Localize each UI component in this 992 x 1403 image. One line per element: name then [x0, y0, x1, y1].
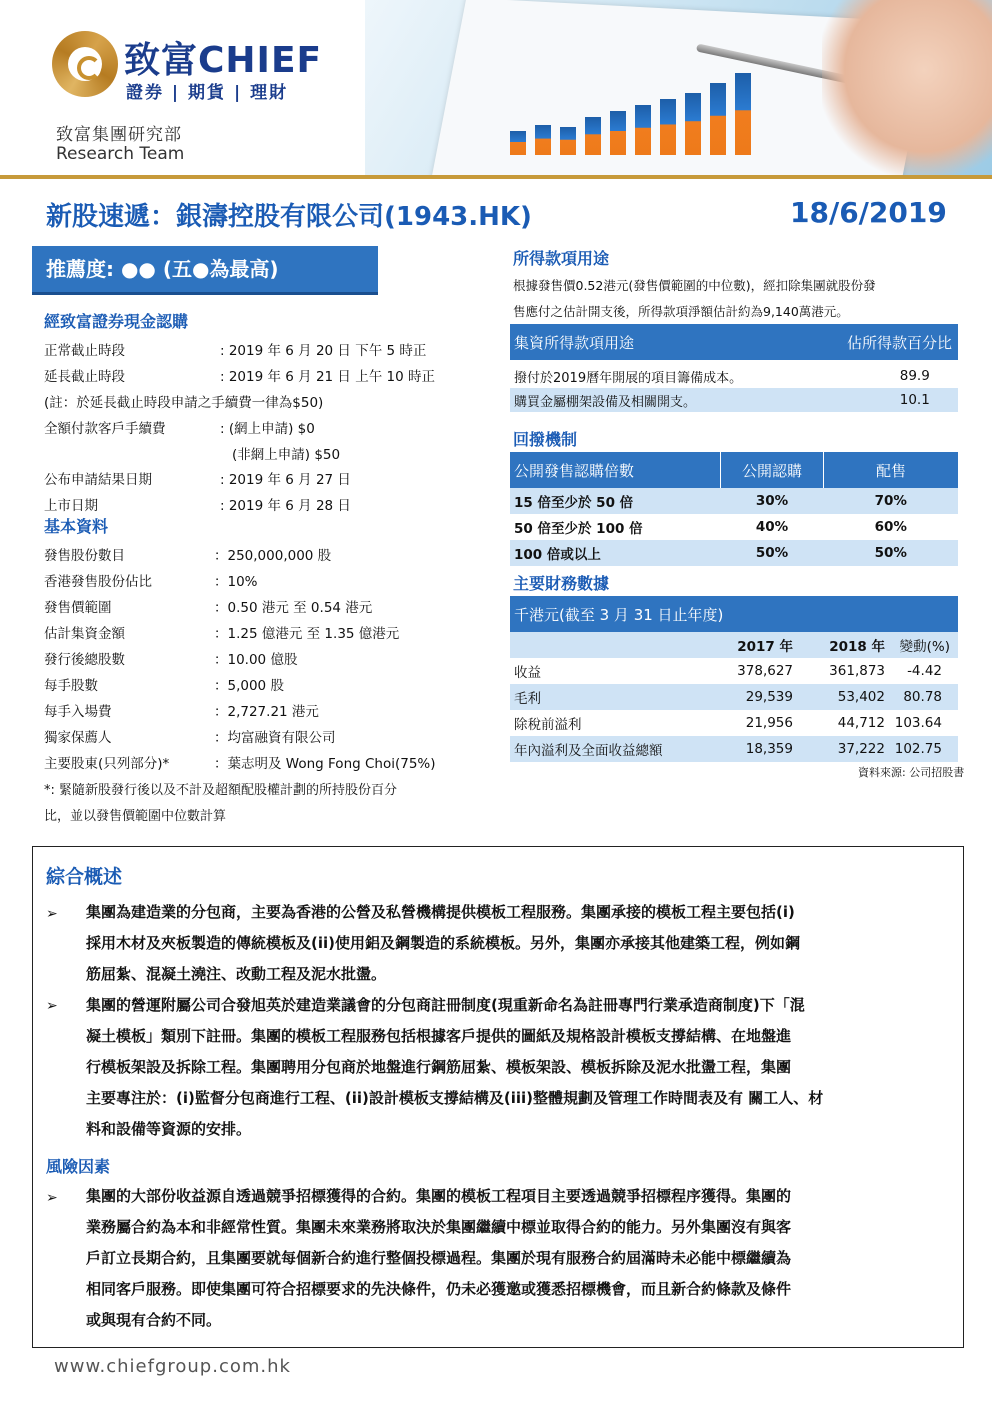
- kv-value: : (網上申請) $0: [220, 421, 315, 437]
- kv-value: ：均富融資有限公司: [214, 730, 336, 746]
- text-line: 戶訂立長期合約，且集團要就每個新合約進行整個投標過程。集團於現有服務合約屆滿時未必能中標繼續為: [86, 1249, 792, 1267]
- banner-bar: [610, 111, 626, 155]
- table-cell: 378,627: [712, 658, 794, 684]
- table-cell: 89.9: [813, 364, 958, 388]
- kv-value: : 2019 年 6 月 27 日: [220, 472, 351, 488]
- kv-key: 發行後總股數: [44, 652, 125, 668]
- text-line: 相同客戶服務。即使集團可符合招標要求的先決條件，仍未必獲邀或獲悉招標機會，而且新合約條款及條件: [86, 1280, 792, 1298]
- table-row: [510, 710, 958, 736]
- kv-value: ：10.00 億股: [214, 652, 298, 668]
- kv-row: [44, 417, 484, 441]
- risk-title: 風險因素: [46, 1157, 111, 1176]
- table-cell: 購買金屬棚架設備及相關開支。: [510, 388, 813, 412]
- table-row: [510, 364, 958, 388]
- table-cell: 40%: [721, 514, 824, 540]
- text-line: 集團的大部份收益源自透過競爭招標獲得的合約。集團的模板工程項目主要透過競爭招標程序獲得。集團的: [86, 1187, 792, 1205]
- rating-box: 推薦度: ●● (五●為最高): [32, 246, 378, 292]
- kv-value: ：1.25 億港元 至 1.35 億港元: [214, 626, 400, 642]
- kv-key: 發售股份數目: [44, 548, 125, 564]
- kv-key: 上市日期: [44, 498, 98, 514]
- financials-table: [510, 596, 958, 762]
- table-header: 集資所得款項用途: [510, 324, 813, 360]
- table-row: [510, 540, 958, 566]
- table-cell: 53,402: [794, 684, 886, 710]
- kv-key: 每手股數: [44, 678, 98, 694]
- text-line: 集團為建造業的分包商，主要為香港的公營及私營機構提供模板工程服務。集團承接的模板工程主要包括(i): [86, 903, 795, 921]
- table-row: [510, 684, 958, 710]
- kv-row: [44, 674, 484, 698]
- kv-row: [44, 544, 484, 568]
- footnote: *: 緊隨新股發行後以及不計及超額配股權計劃的所持股份百分: [44, 783, 398, 798]
- table-row: [510, 736, 958, 762]
- footnote: 比，並以發售價範圍中位數計算: [44, 809, 227, 824]
- rating-box-edge: [32, 292, 378, 295]
- text-line: 行模板架設及拆除工程。集團聘用分包商於地盤進行鋼筋屈紮、模板架設、模板拆除及泥水批盪工程，集團: [86, 1058, 792, 1076]
- report-date: 18/6/2019: [790, 196, 947, 229]
- brand-name: 致富CHIEF: [124, 40, 323, 81]
- text-line: 主要專注於：(i)監督分包商進行工程、(ii)設計模板支撐結構及(iii)整體規劃及管理工作時間表及有 關工人、材: [86, 1089, 824, 1107]
- text-line: 採用木材及夾板製造的傳統模板及(ii)使用鋁及鋼製造的系統模板。另外，集團亦承接其他建築工程，例如鋼: [86, 934, 800, 952]
- text-line: 業務屬合約為本和非經常性質。集團未來業務將取決於集團繼續中標並取得合約的能力。另外集團沒有與客: [86, 1218, 792, 1236]
- kv-value: : 2019 年 6 月 28 日: [220, 498, 351, 514]
- overview-paragraph-1: [86, 897, 952, 990]
- kv-row: [44, 596, 484, 620]
- table-cell: 50%: [721, 540, 824, 566]
- header-divider: [0, 175, 992, 179]
- clawback-title: 回撥機制: [513, 430, 578, 449]
- basic-info-title: 基本資料: [44, 517, 109, 536]
- report-title: 新股速遞：銀濤控股有限公司(1943.HK): [46, 202, 532, 232]
- financials-title: 主要財務數據: [513, 574, 610, 593]
- kv-key: 延長截止時段: [44, 369, 125, 385]
- table-header: 公開認購: [721, 452, 824, 488]
- table-cell: 80.78: [886, 684, 958, 710]
- kv-row: [44, 700, 484, 724]
- dept-name-cn: 致富集團研究部: [56, 125, 182, 145]
- table-header: 公開發售認購倍數: [510, 452, 721, 488]
- table-row: [510, 488, 958, 514]
- risk-paragraph: [86, 1181, 952, 1336]
- bullet-arrow-icon: ➢: [46, 1190, 58, 1206]
- proceeds-text: 售應付之估計開支後，所得款項淨額估計約為9,140萬港元。: [513, 304, 849, 319]
- data-source: 資料來源: 公司招股書: [858, 766, 965, 779]
- table-cell: 30%: [721, 488, 824, 514]
- table-header: 配售: [824, 452, 959, 488]
- kv-row: [44, 494, 484, 518]
- banner-bar: [635, 105, 651, 155]
- table-cell: 102.75: [886, 736, 958, 762]
- table-cell: 2018 年: [794, 632, 886, 658]
- banner-bar: [560, 127, 576, 155]
- banner-bar: [735, 73, 751, 155]
- table-row: [510, 514, 958, 540]
- kv-row: [44, 339, 484, 363]
- kv-row: [44, 752, 484, 776]
- table-cell: 50 倍至少於 100 倍: [510, 514, 721, 540]
- table-header: 千港元(截至 3 月 31 日止年度): [510, 596, 958, 632]
- kv-row: [44, 570, 484, 594]
- table-cell: 37,222: [794, 736, 886, 762]
- clawback-table: [510, 452, 958, 566]
- kv-value: : 2019 年 6 月 20 日 下午 5 時正: [220, 343, 427, 359]
- kv-row: [44, 648, 484, 672]
- kv-row: [44, 365, 484, 389]
- table-cell: 50%: [824, 540, 959, 566]
- kv-key: 主要股東(只列部分)*: [44, 756, 170, 772]
- text-line: 筋屈紮、混凝土澆注、改動工程及泥水批盪。: [86, 965, 387, 983]
- table-cell: 15 倍至少於 50 倍: [510, 488, 721, 514]
- kv-value: ：2,727.21 港元: [214, 704, 319, 720]
- kv-key: 全額付款客戶手續費: [44, 421, 166, 437]
- table-cell: 收益: [510, 658, 712, 684]
- kv-key: 正常截止時段: [44, 343, 125, 359]
- kv-value: ：0.50 港元 至 0.54 港元: [214, 600, 373, 616]
- table-cell: 18,359: [712, 736, 794, 762]
- fee-note: (註：於延長截止時段申請之手續費一律為$50): [44, 395, 324, 411]
- table-cell: 29,539: [712, 684, 794, 710]
- table-cell: 361,873: [794, 658, 886, 684]
- table-cell: 70%: [824, 488, 959, 514]
- proceeds-table: [510, 324, 958, 412]
- kv-row: [44, 622, 484, 646]
- table-row: [510, 388, 958, 412]
- banner-bar: [685, 93, 701, 155]
- banner-bar: [585, 117, 601, 155]
- table-row: [510, 632, 958, 658]
- table-cell: 年內溢利及全面收益總額: [510, 736, 712, 762]
- kv-row: [44, 726, 484, 750]
- kv-key: 香港發售股份佔比: [44, 574, 152, 590]
- banner-bar: [660, 99, 676, 155]
- kv-key: 公布申請結果日期: [44, 472, 152, 488]
- banner-bar: [535, 125, 551, 155]
- table-cell: 44,712: [794, 710, 886, 736]
- table-cell: 毛利: [510, 684, 712, 710]
- banner-bar: [710, 83, 726, 155]
- kv-value: : 2019 年 6 月 21 日 上午 10 時正: [220, 369, 435, 385]
- table-cell: 10.1: [813, 388, 958, 412]
- table-cell: 撥付於2019曆年開展的項目籌備成本。: [510, 364, 813, 388]
- bullet-arrow-icon: ➢: [46, 906, 58, 922]
- kv-value: ：5,000 股: [214, 678, 284, 694]
- table-cell: -4.42: [886, 658, 958, 684]
- overview-title: 綜合概述: [46, 866, 123, 888]
- table-cell: 103.64: [886, 710, 958, 736]
- header-banner-image: [365, 0, 992, 175]
- text-line: 料和設備等資源的安排。: [86, 1120, 252, 1138]
- overview-paragraph-2: [86, 990, 952, 1145]
- kv-key: 估計集資金額: [44, 626, 125, 642]
- table-cell: 60%: [824, 514, 959, 540]
- subscription-title: 經致富證券現金認購: [44, 312, 189, 331]
- kv-value: (非網上申請) $50: [232, 447, 341, 463]
- table-cell: 21,956: [712, 710, 794, 736]
- brand-services: 證券 | 期貨 | 理財: [126, 83, 289, 103]
- banner-bar: [510, 131, 526, 155]
- kv-key: 發售價範圍: [44, 600, 112, 616]
- proceeds-title: 所得款項用途: [513, 249, 610, 268]
- table-row: [510, 658, 958, 684]
- text-line: 或與現有合約不同。: [86, 1311, 222, 1329]
- proceeds-text: 根據發售價0.52港元(發售價範圍的中位數)，經扣除集團就股份發: [513, 278, 876, 293]
- bullet-arrow-icon: ➢: [46, 998, 58, 1014]
- kv-row: [44, 468, 484, 492]
- table-cell: 變動(%): [886, 632, 958, 658]
- table-cell: 2017 年: [712, 632, 794, 658]
- dept-name-en: Research Team: [56, 144, 185, 164]
- table-cell: [510, 632, 712, 658]
- table-cell: 除稅前溢利: [510, 710, 712, 736]
- chief-logo-icon: [52, 31, 118, 97]
- kv-value: ：葉志明及 Wong Fong Choi(75%): [214, 756, 436, 772]
- footer-url-link[interactable]: www.chiefgroup.com.hk: [54, 1356, 291, 1377]
- hand-graphic: [822, 0, 992, 175]
- kv-key: 每手入場費: [44, 704, 112, 720]
- text-line: 凝土模板」類別下註冊。集團的模板工程服務包括根據客戶提供的圖紙及規格設計模板支撐結構、在地盤進: [86, 1027, 792, 1045]
- table-cell: 100 倍或以上: [510, 540, 721, 566]
- table-header: 佔所得款百分比: [813, 324, 958, 360]
- kv-key: 獨家保薦人: [44, 730, 112, 746]
- kv-value: ：250,000,000 股: [214, 548, 332, 564]
- text-line: 集團的營運附屬公司合發旭英於建造業議會的分包商註冊制度(現重新命名為註冊專門行業承造商制度)下「混: [86, 996, 805, 1014]
- kv-value: ：10%: [214, 574, 258, 590]
